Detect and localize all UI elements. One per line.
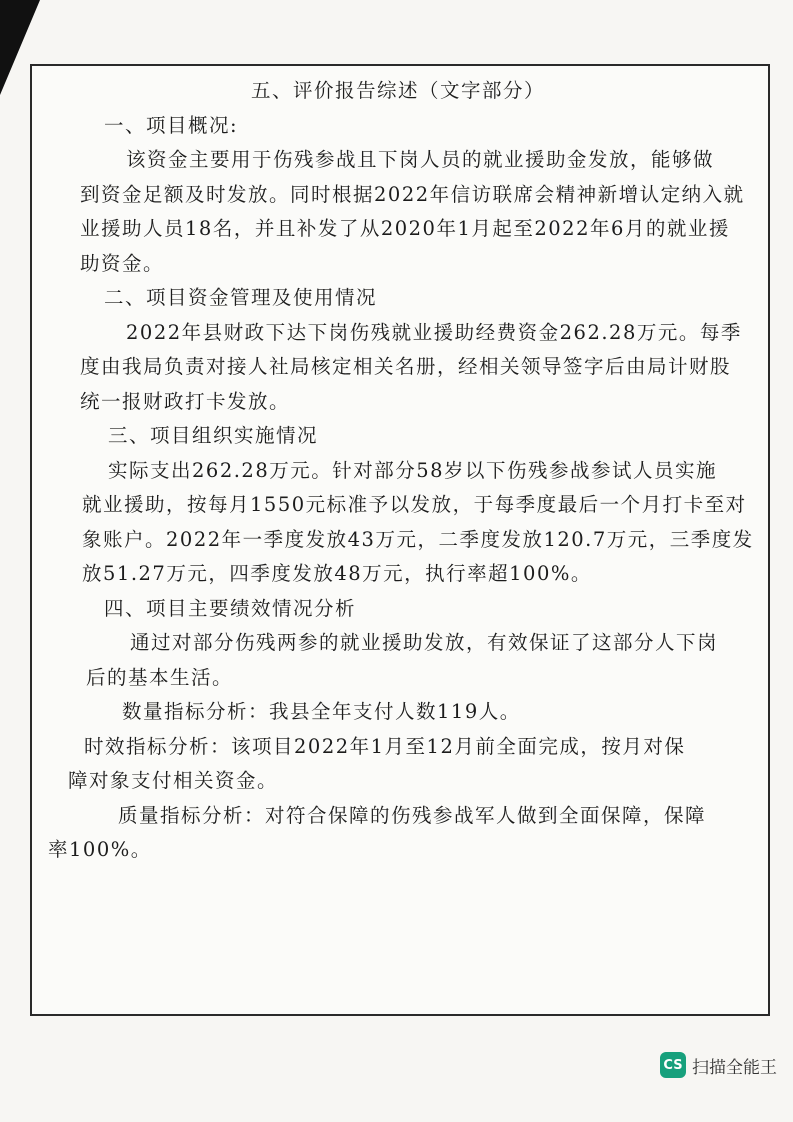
section-line: 到资金足额及时发放。同时根据2022年信访联席会精神新增认定纳入就 xyxy=(80,182,745,206)
indicator-timeliness: 时效指标分析：该项目2022年1月至12月前全面完成，按月对保 xyxy=(84,734,686,758)
section-line: 象账户。2022年一季度发放43万元，二季度发放120.7万元，三季度发 xyxy=(82,527,754,551)
report-heading: 五、评价报告综述（文字部分） xyxy=(250,79,545,102)
section-line: 该资金主要用于伤残参战且下岗人员的就业援助金发放，能够做 xyxy=(126,148,715,171)
watermark-label: 扫描全能王 xyxy=(692,1057,777,1078)
scanner-watermark xyxy=(660,1052,777,1078)
section-line: 通过对部分伤残两参的就业援助发放，有效保证了这部分人下岗 xyxy=(130,631,719,654)
section-title-performance: 四、项目主要绩效情况分析 xyxy=(104,596,357,620)
section-line: 统一报财政打卡发放。 xyxy=(80,389,291,413)
section-title-fund-management: 二、项目资金管理及使用情况 xyxy=(104,286,378,309)
indicator-quality: 质量指标分析：对符合保障的伤残参战军人做到全面保障，保障 xyxy=(118,803,707,827)
section-line: 就业援助，按每月1550元标准予以发放，于每季度最后一个月打卡至对 xyxy=(82,493,747,516)
indicator-timeliness-cont: 障对象支付相关资金。 xyxy=(68,769,279,792)
section-line: 度由我局负责对接人社局核定相关名册，经相关领导签字后由局计财股 xyxy=(80,355,732,378)
section-line: 2022年县财政下达下岗伤残就业援助经费资金262.28万元。每季 xyxy=(126,320,742,344)
section-line: 助资金。 xyxy=(80,251,165,275)
section-line: 实际支出262.28万元。针对部分58岁以下伤残参战参试人员实施 xyxy=(108,458,718,482)
camscanner-logo-icon: CS xyxy=(660,1052,686,1078)
document-body xyxy=(48,74,754,868)
indicator-quality-cont: 率100%。 xyxy=(48,838,152,861)
indicator-quantity: 数量指标分析：我县全年支付人数119人。 xyxy=(122,700,521,723)
section-line: 后的基本生活。 xyxy=(86,665,234,689)
section-line: 业援助人员18名，并且补发了从2020年1月起至2022年6月的就业援 xyxy=(80,217,730,240)
section-title-implementation: 三、项目组织实施情况 xyxy=(108,424,319,447)
section-line: 放51.27万元，四季度发放48万元，执行率超100%。 xyxy=(82,562,592,585)
section-title-overview: 一、项目概况: xyxy=(104,113,239,137)
